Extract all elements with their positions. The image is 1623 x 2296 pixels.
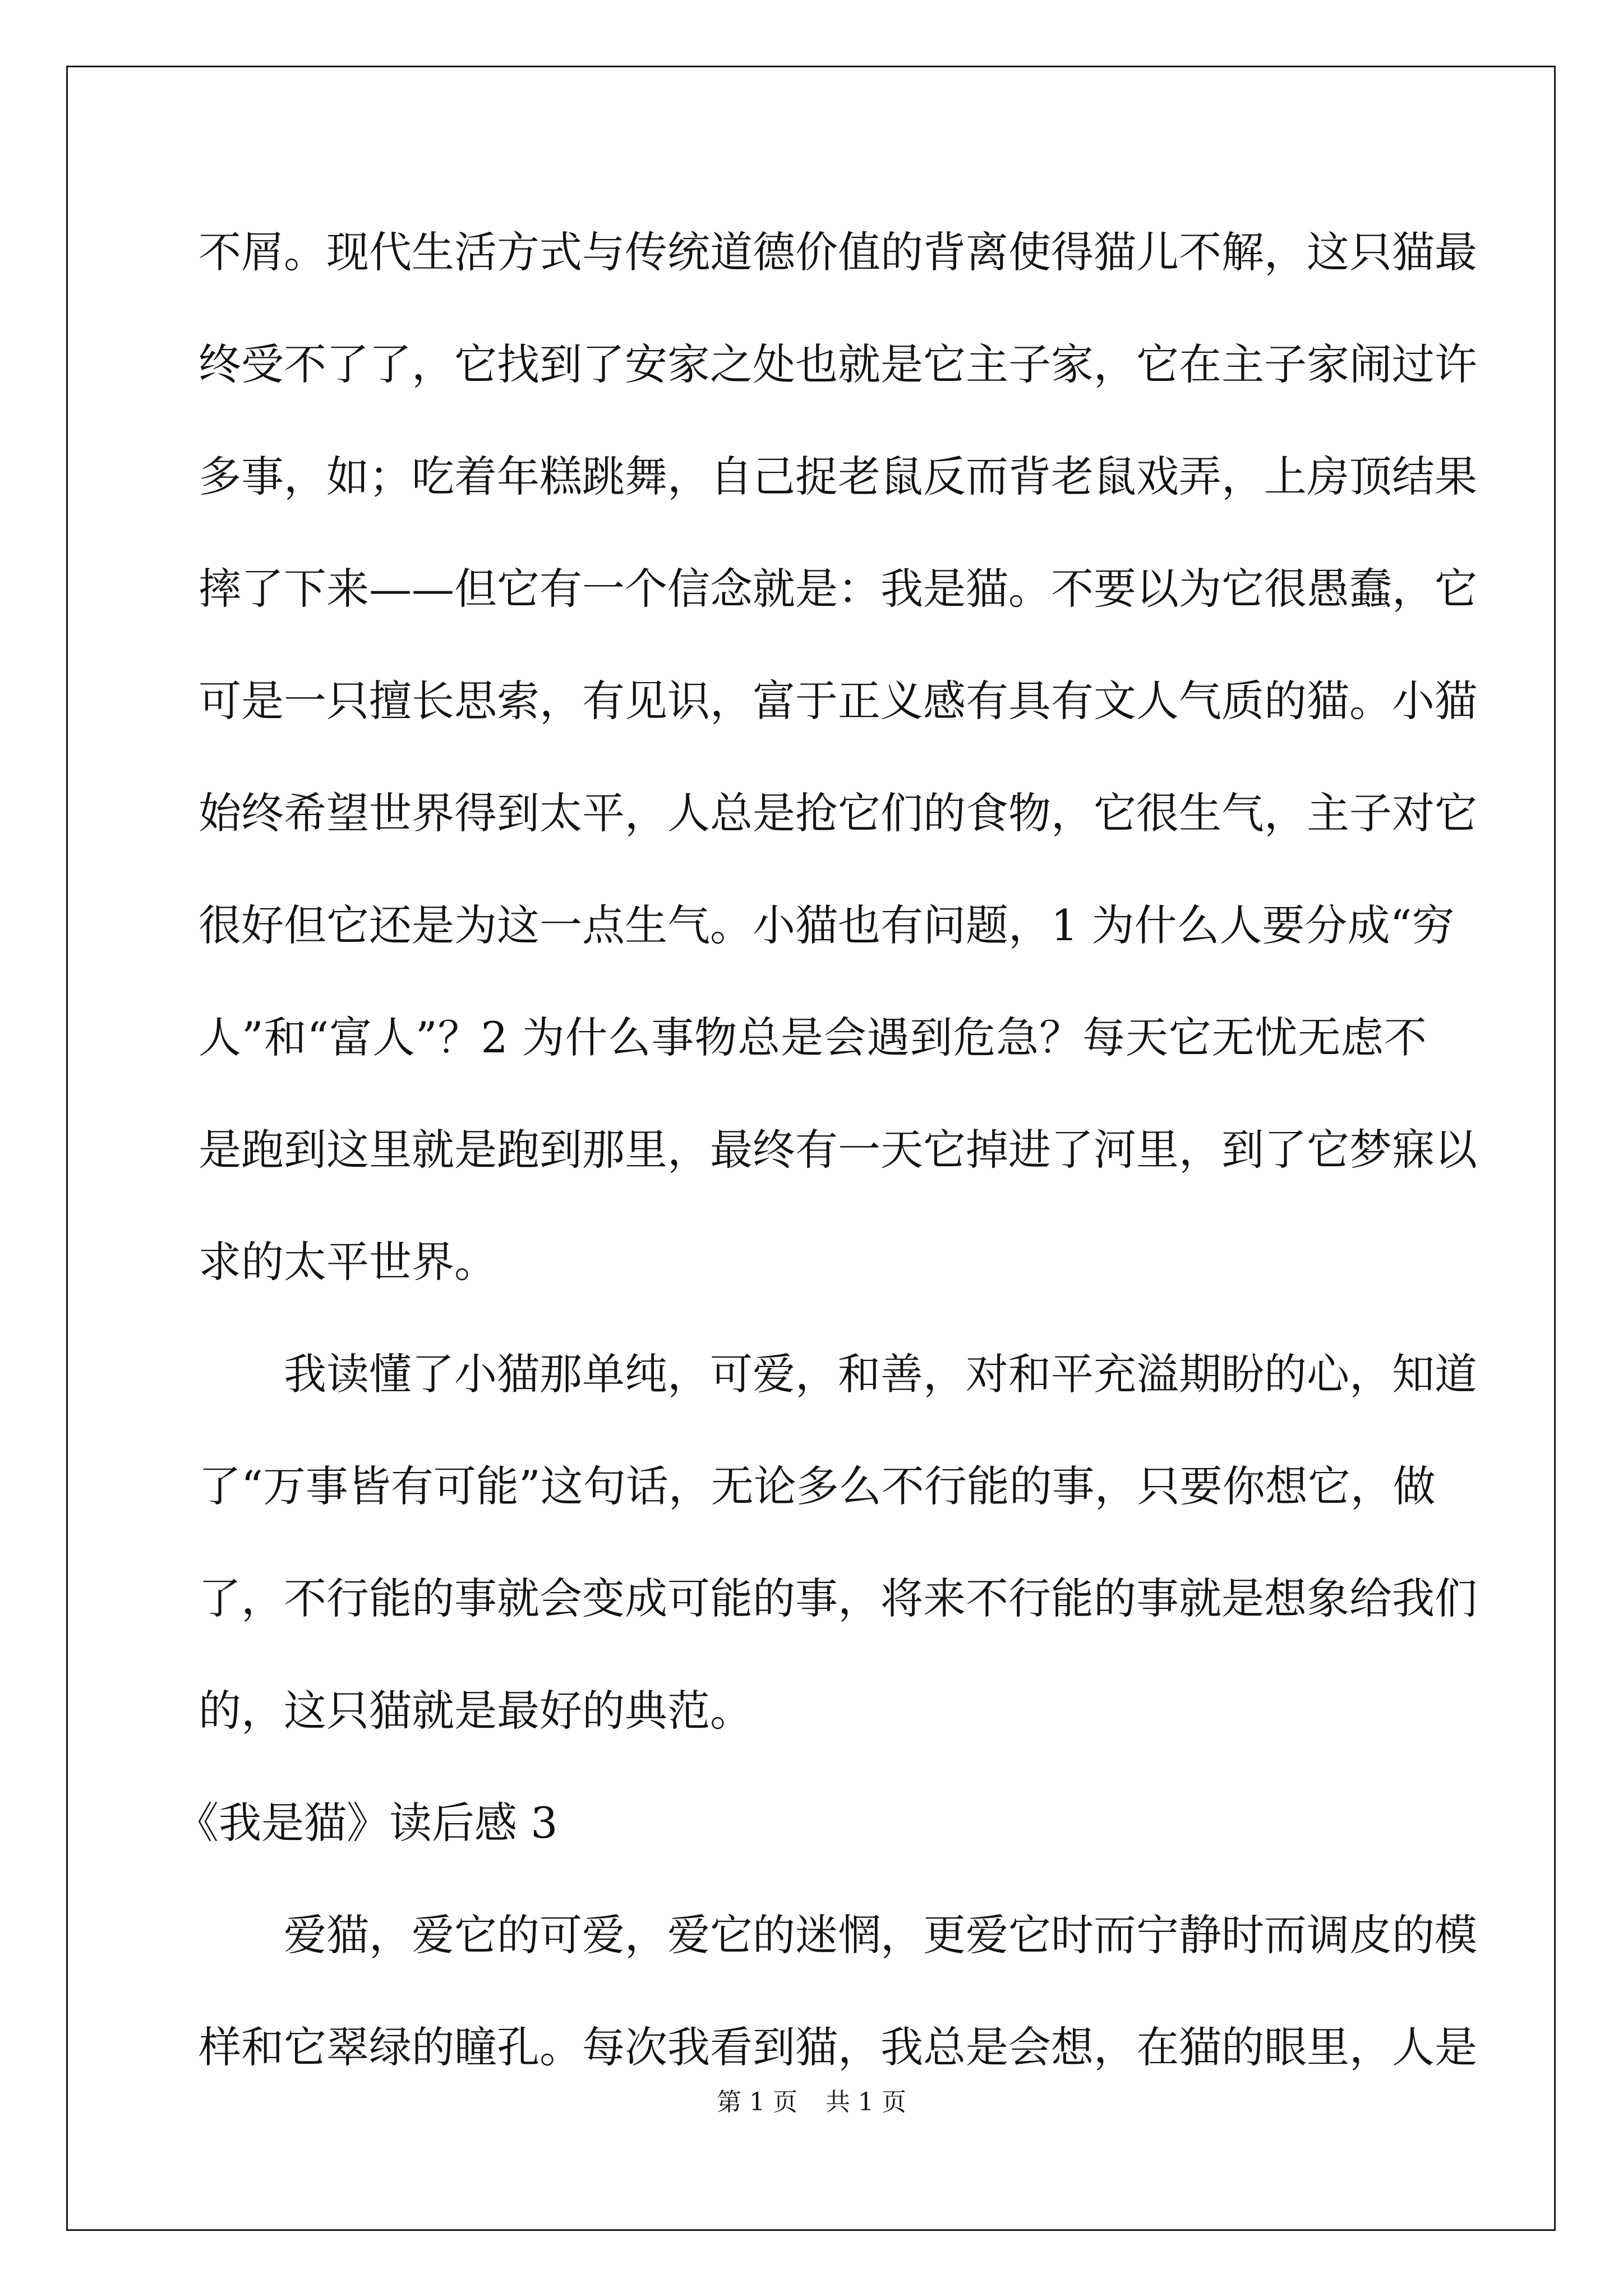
text-line: 很好但它还是为这一点生气。小猫也有问题，1 为什么人要分成“穷 <box>199 900 1455 950</box>
text-line: 是跑到这里就是跑到那里，最终有一天它掉进了河里，到了它梦寐以 <box>199 1125 1477 1175</box>
page-footer <box>0 2086 1623 2119</box>
text-line: 不屑。现代生活方式与传统道德价值的背离使得猫儿不解，这只猫最 <box>199 227 1477 277</box>
document-body <box>176 196 1477 2104</box>
text-line: 样和它翠绿的瞳孔。每次我看到猫，我总是会想，在猫的眼里，人是 <box>199 2022 1477 2072</box>
text-line: 多事，如；吃着年糕跳舞，自己捉老鼠反而背老鼠戏弄，上房顶结果 <box>199 452 1477 501</box>
text-line: 摔了下来——但它有一个信念就是：我是猫。不要以为它很愚蠢，它 <box>199 564 1477 614</box>
paragraph-first-line: 我读懂了小猫那单纯，可爱，和善，对和平充溢期盼的心，知道 <box>284 1349 1477 1399</box>
text-line: 可是一只擅长思索，有见识，富于正义感有具有文人气质的猫。小猫 <box>199 676 1477 726</box>
text-line: 始终希望世界得到太平，人总是抢它们的食物，它很生气，主子对它 <box>199 788 1477 838</box>
page-total: 共 1 页 <box>826 2088 906 2116</box>
text-line: 求的太平世界。 <box>199 1237 497 1287</box>
text-line: 的，这只猫就是最好的典范。 <box>199 1686 753 1736</box>
text-line: 了，不行能的事就会变成可能的事，将来不行能的事就是想象给我们 <box>199 1573 1477 1623</box>
text-line: 人”和“富人”？2 为什么事物总是会遇到危急？每天它无忧无虑不 <box>199 1013 1427 1062</box>
paragraph-first-line: 爱猫，爱它的可爱，爱它的迷惘，更爱它时而宁静时而调皮的模 <box>284 1910 1477 1960</box>
section-heading: 《我是猫》读后感 3 <box>176 1798 558 1848</box>
text-line: 终受不了了，它找到了安家之处也就是它主子家，它在主子家闹过许 <box>199 339 1477 389</box>
text-line: 了“万事皆有可能”这句话，无论多么不行能的事，只要你想它，做 <box>199 1461 1436 1511</box>
page-number: 第 1 页 <box>717 2088 797 2116</box>
